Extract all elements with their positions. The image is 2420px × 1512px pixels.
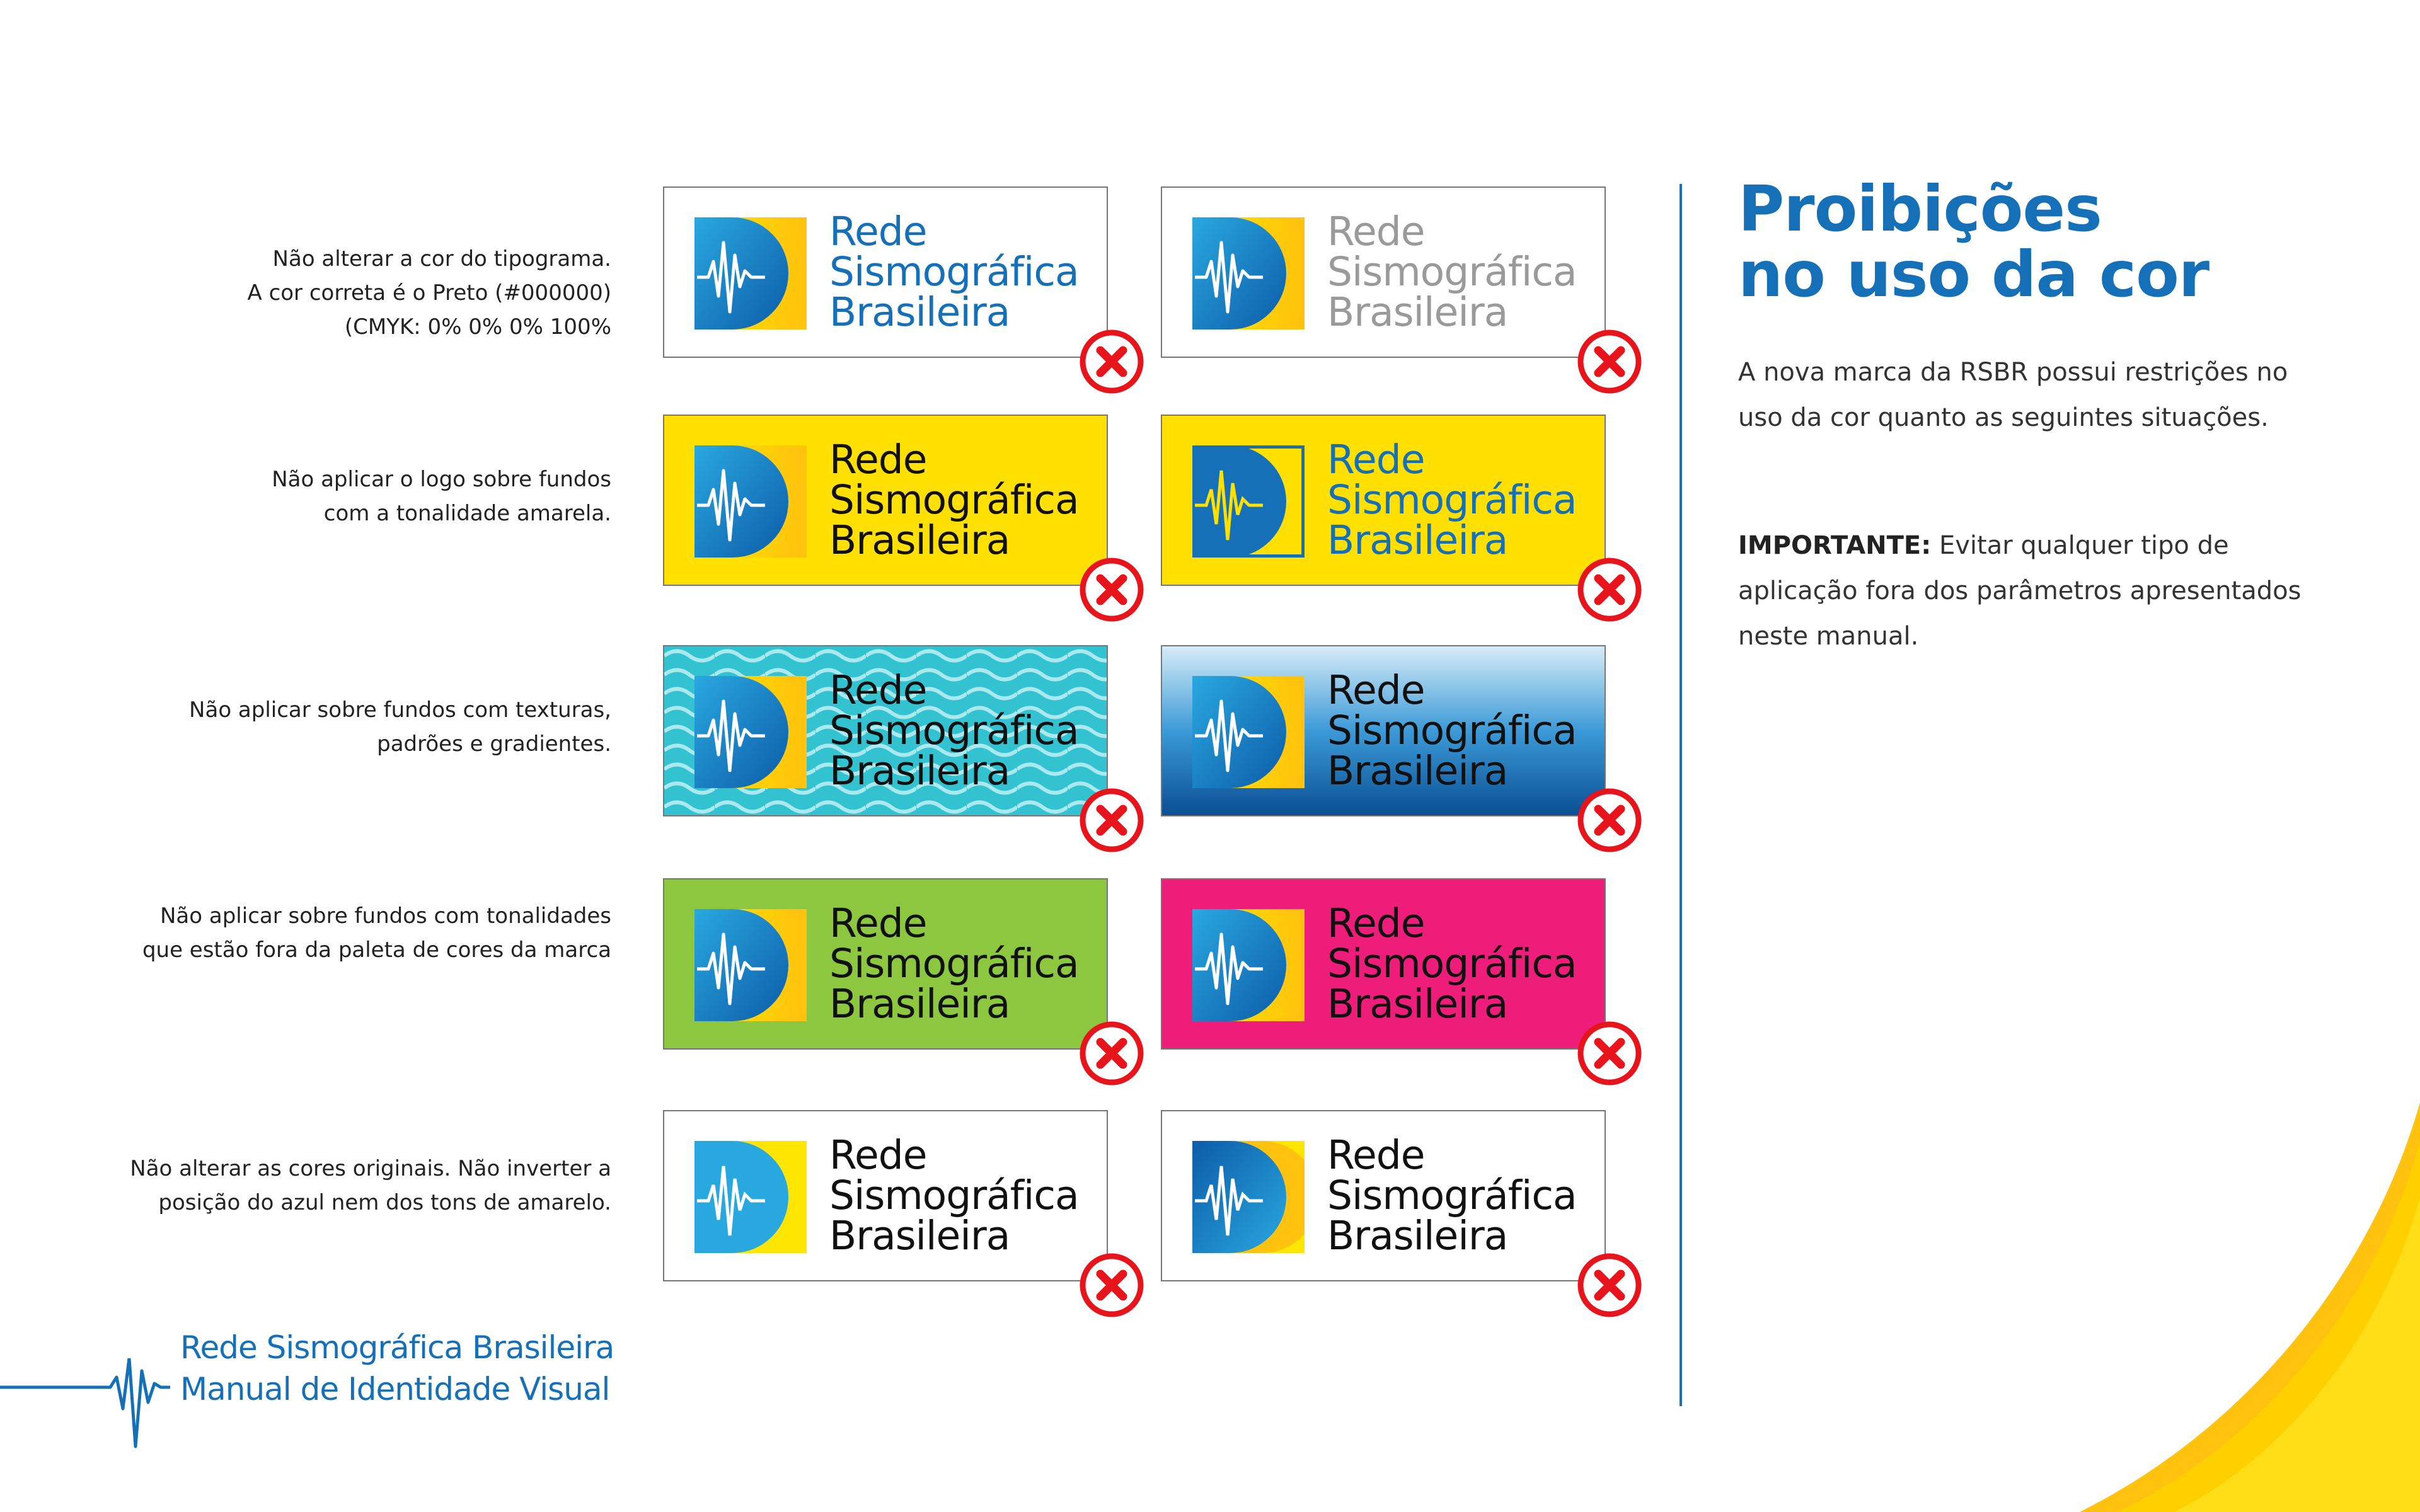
error-x-icon xyxy=(1079,1252,1144,1318)
footer-subtitle: Manual de Identidade Visual xyxy=(180,1371,610,1407)
wordmark: Rede Sismográfica Brasileira xyxy=(1327,437,1577,563)
example-card-altered-colors xyxy=(663,1110,1108,1281)
example-card-yellow-bg-blue-type xyxy=(1161,415,1606,586)
logo-mark-icon xyxy=(694,217,807,329)
wordmark: Rede Sismográfica Brasileira xyxy=(829,900,1079,1027)
wordmark: Rede Sismográfica Brasileira xyxy=(1327,1132,1577,1259)
wordmark: Rede Sismográfica Brasileira xyxy=(1327,900,1577,1027)
example-card-green-bg xyxy=(663,878,1108,1050)
logo-mark-altered-icon xyxy=(694,1141,807,1253)
rule-label-textures-gradients: Não aplicar sobre fundos com texturas, padrões e gradientes. xyxy=(189,697,611,757)
logo-mark-icon xyxy=(694,445,807,558)
wordmark: Rede Sismográfica Brasileira xyxy=(1327,209,1577,335)
seismograph-wave-icon xyxy=(0,1358,176,1453)
rule-label-typography-color: Não alterar a cor do tipograma. A cor correta é o Preto (#000000) (CMYK: 0% 0% 0% 100% xyxy=(247,246,611,340)
example-card-gray-type xyxy=(1161,186,1606,358)
example-card-yellow-bg xyxy=(663,415,1108,586)
error-x-icon xyxy=(1079,557,1144,622)
important-paragraph xyxy=(1738,523,2305,659)
logo-mark-icon xyxy=(1192,909,1305,1021)
error-x-icon xyxy=(1577,329,1642,394)
wordmark: Rede Sismográfica Brasileira xyxy=(829,1132,1079,1259)
footer-title: Rede Sismográfica Brasileira xyxy=(180,1329,614,1366)
error-x-icon xyxy=(1079,329,1144,394)
logo-mark-inverted-icon xyxy=(1192,1141,1305,1253)
logo-mark-icon xyxy=(1192,217,1305,329)
example-card-inverted-colors xyxy=(1161,1110,1606,1281)
error-x-icon xyxy=(1079,1021,1144,1086)
wordmark: Rede Sismográfica Brasileira xyxy=(829,437,1079,563)
rule-label-original-colors: Não alterar as cores originais. Não inverter a posição do azul nem dos tons de amarelo. xyxy=(130,1156,611,1215)
example-card-gradient-bg xyxy=(1161,645,1606,816)
error-x-icon xyxy=(1577,557,1642,622)
important-label: IMPORTANTE: xyxy=(1738,531,1932,560)
example-card-magenta-bg xyxy=(1161,878,1606,1050)
error-x-icon xyxy=(1577,788,1642,853)
intro-paragraph: A nova marca da RSBR possui restrições no uso da cor quanto as seguintes situações. xyxy=(1738,358,2288,432)
logo-mark-icon xyxy=(694,909,807,1021)
error-x-icon xyxy=(1577,1252,1642,1318)
corner-decoration xyxy=(2080,1102,2420,1512)
error-x-icon xyxy=(1577,1021,1642,1086)
page-title: Proibições no uso da cor xyxy=(1738,172,2210,311)
rule-label-yellow-background: Não aplicar o logo sobre fundos com a tonalidade amarela. xyxy=(272,467,611,526)
wordmark: Rede Sismográfica Brasileira xyxy=(829,667,1079,794)
logo-mark-icon xyxy=(1192,676,1305,788)
example-card-texture-bg xyxy=(663,645,1108,816)
error-x-icon xyxy=(1079,788,1144,853)
logo-mark-icon xyxy=(694,676,807,788)
wordmark: Rede Sismográfica Brasileira xyxy=(829,209,1079,335)
logo-mark-outline-icon xyxy=(1192,445,1305,558)
vertical-divider xyxy=(1680,184,1682,1406)
rule-label-off-palette: Não aplicar sobre fundos com tonalidades que estão fora da paleta de cores da marca xyxy=(142,903,611,963)
example-card-blue-type xyxy=(663,186,1108,358)
important-text: Evitar qualquer tipo de aplicação fora dos parâmetros apresentados neste manual. xyxy=(1738,531,2302,651)
wordmark: Rede Sismográfica Brasileira xyxy=(1327,667,1577,794)
